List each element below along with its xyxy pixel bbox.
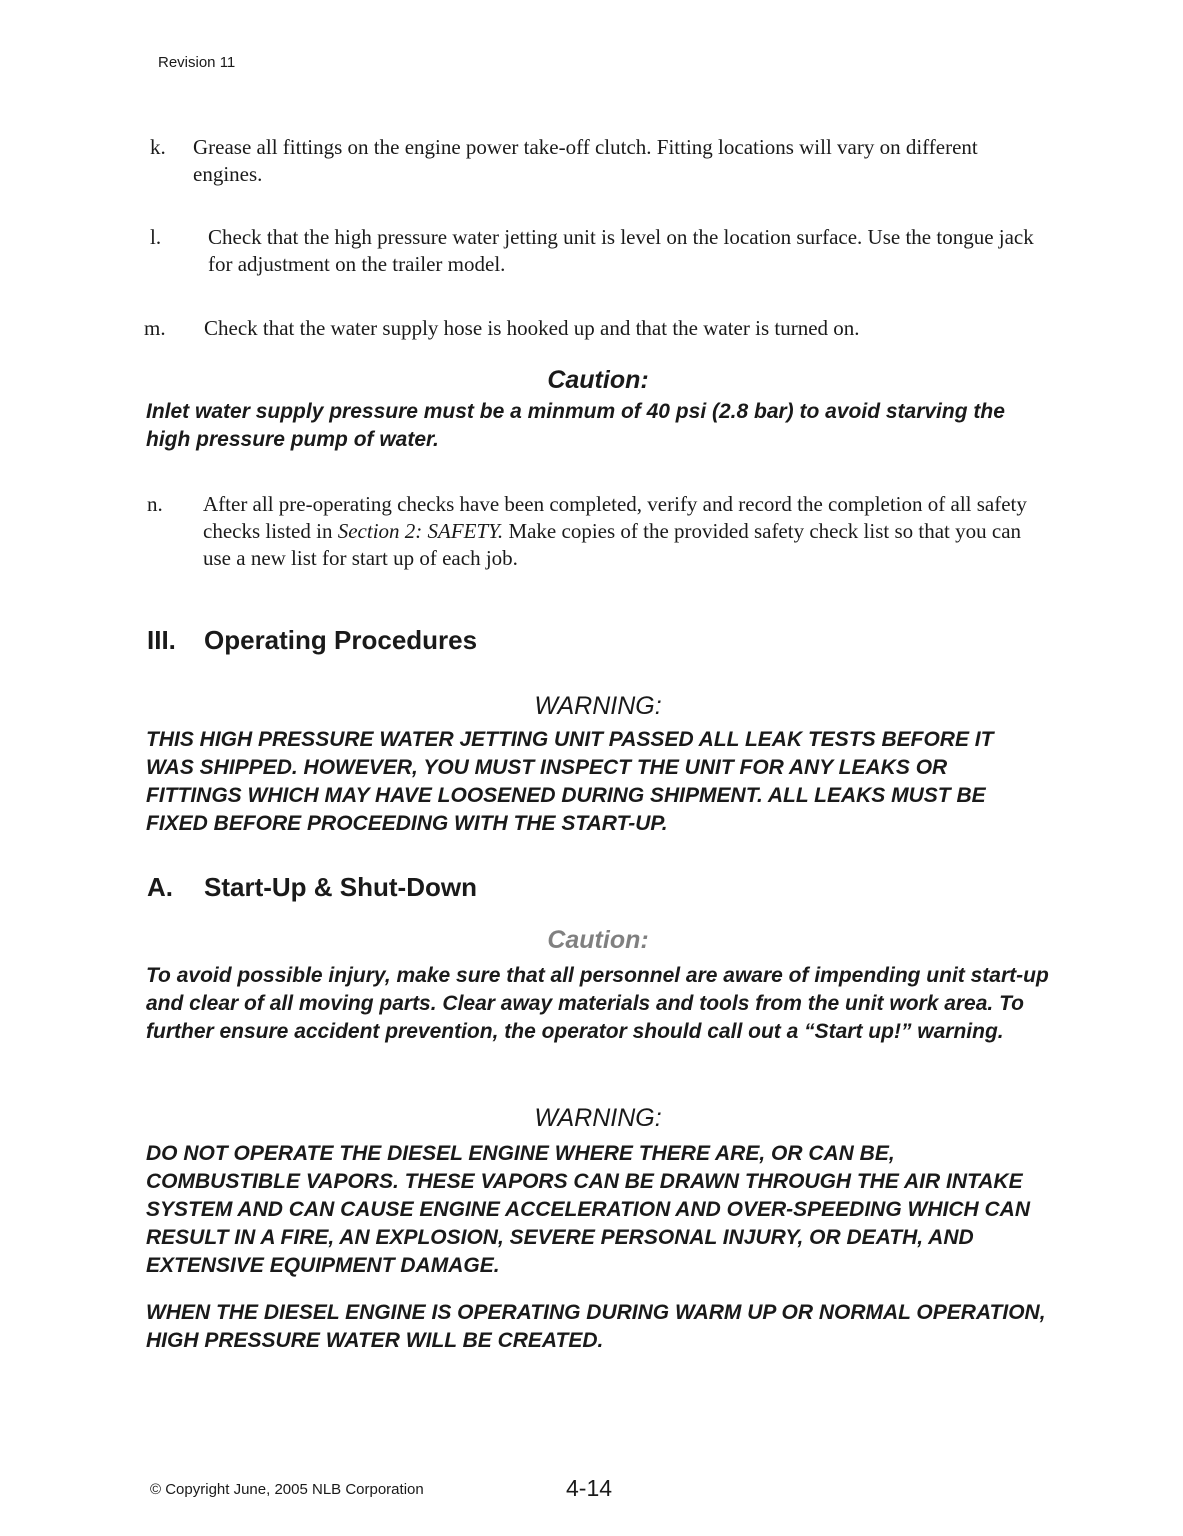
list-item-text-part: Make copies of the provided safety check list so that you can use a new list for start up of each job. xyxy=(203,519,1022,570)
list-item-l xyxy=(150,224,1060,284)
warning-text: THIS HIGH PRESSURE WATER JETTING UNIT PASSED ALL LEAK TESTS BEFORE IT WAS SHIPPED. HOWEVER, YOU MUST INSPECT THE UNIT FOR ANY LEAKS OR FITTINGS WHICH MAY HAVE LOOSENED DURING SHIPMENT. ALL LEAKS MUST BE FIXED BEFORE PROCEEDING WITH THE START-UP. xyxy=(146,728,994,835)
subsection-heading xyxy=(147,872,647,904)
list-item-text xyxy=(203,491,1048,572)
section-reference: Section 2: SAFETY. xyxy=(337,519,504,543)
list-item-text: Check that the water supply hose is hooked up and that the water is turned on. xyxy=(204,316,860,340)
warning-heading: WARNING: xyxy=(534,692,662,720)
subsection-number: A. xyxy=(147,872,173,902)
section-title: Operating Procedures xyxy=(204,625,478,655)
caution-text: Inlet water supply pressure must be a minmum of 40 psi (2.8 bar) to avoid starving the high pressure pump of water. xyxy=(146,400,1005,451)
list-item-k xyxy=(150,134,1050,194)
list-item-label: m. xyxy=(144,316,166,340)
section-number: III. xyxy=(147,625,176,655)
caution-text: To avoid possible injury, make sure that all personnel are aware of impending unit start-up and clear of all moving parts. Clear away materials and tools from the unit work area. To further ensure accident prevention, the operator should call out a “Start up!” warning. xyxy=(146,964,1049,1043)
list-item-m xyxy=(144,315,1054,345)
warning-text: DO NOT OPERATE THE DIESEL ENGINE WHERE THERE ARE, OR CAN BE, COMBUSTIBLE VAPORS. THESE VAPORS CAN BE DRAWN THROUGH THE AIR INTAKE SYSTEM AND CAN CAUSE ENGINE ACCELERATION AND OVER-SPEEDING WHICH CAN RESULT IN A FIRE, AN EXPLOSION, SEVERE PERSONAL INJURY, OR DEATH, AND EXTENSIVE EQUIPMENT DAMAGE. xyxy=(146,1142,1030,1277)
list-item-label: n. xyxy=(147,492,163,516)
revision-label: Revision 11 xyxy=(158,54,236,71)
page-number: 4-14 xyxy=(566,1475,613,1501)
subsection-title: Start-Up & Shut-Down xyxy=(204,872,477,902)
list-item-text: Grease all fittings on the engine power take-off clutch. Fitting locations will vary on different engines. xyxy=(193,135,978,186)
list-item-text: Check that the high pressure water jetting unit is level on the location surface. Use the tongue jack for adjustment on the trailer model. xyxy=(208,225,1034,276)
warning-heading: WARNING: xyxy=(534,1104,662,1132)
caution-heading: Caution: xyxy=(547,926,649,954)
caution-heading: Caution: xyxy=(547,366,649,394)
warning-text-2: WHEN THE DIESEL ENGINE IS OPERATING DURING WARM UP OR NORMAL OPERATION, HIGH PRESSURE WATER WILL BE CREATED. xyxy=(146,1301,1046,1352)
copyright-footer: © Copyright June, 2005 NLB Corporation xyxy=(150,1481,424,1498)
list-item-label: l. xyxy=(150,225,162,249)
list-item-n xyxy=(147,491,1057,575)
section-heading xyxy=(147,625,647,657)
list-item-text-part: After all pre-operating checks have been completed, verify and record the completion of all safety checks listed in xyxy=(203,492,1027,543)
list-item-label: k. xyxy=(150,135,166,159)
